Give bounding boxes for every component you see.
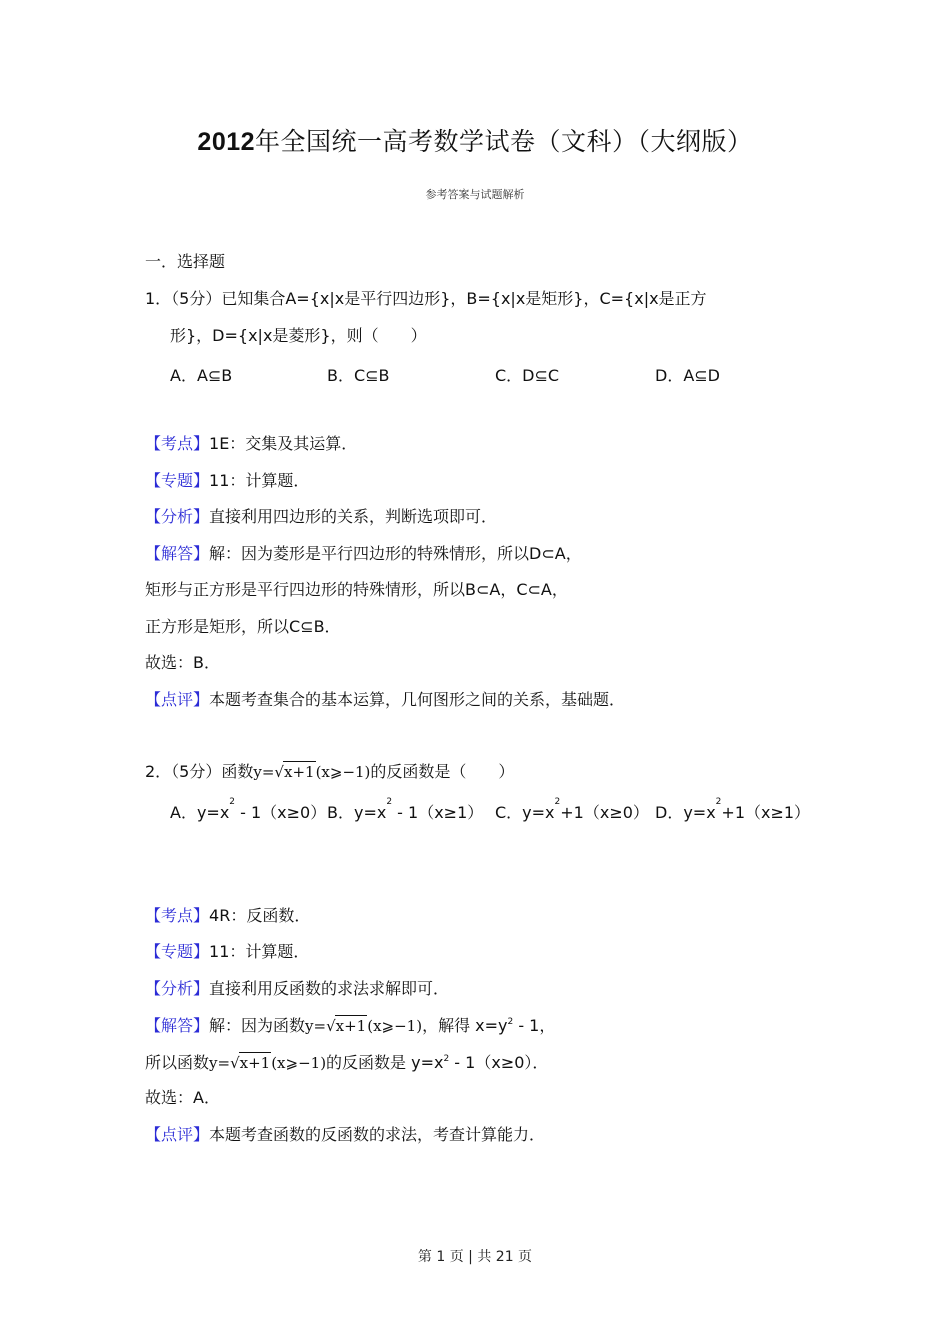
- q2-formula-inline-2: y=√x+1(x⩾−1): [209, 1054, 327, 1072]
- q1-option-c: C．D⊆C: [495, 366, 560, 385]
- q2-option-b: B．$y=x^2 - 1(x\ge 1)$: [327, 797, 484, 822]
- q2-kaodian: 【考点】4R：反函数．: [145, 906, 311, 925]
- q1-stem-line1: 1．（5分）已知集合A={x|x是平行四边形}，B={x|x是矩形}，C={x|x是正方: [145, 289, 707, 308]
- q1-choice: 故选：B．: [145, 653, 220, 672]
- q1-solution-line2: 矩形与正方形是平行四边形的特殊情形，所以B⊂A，C⊂A，: [145, 580, 568, 599]
- page-footer: 第 1 页 | 共 21 页: [417, 1249, 533, 1265]
- q2-dianping: 【点评】本题考查函数的反函数的求法，考查计算能力．: [145, 1125, 546, 1144]
- q1-option-b: B．C⊆B: [327, 366, 390, 385]
- q1-option-a: A．A⊆B: [170, 366, 233, 385]
- q1-stem-line2: 形}，D={x|x是菱形}，则（ ）: [170, 326, 427, 345]
- q1-zhuanti: 【专题】11：计算题．: [145, 471, 310, 490]
- q1-kaodian: 【考点】1E：交集及其运算．: [145, 434, 358, 453]
- q1-fenxi: 【分析】直接利用四边形的关系，判断选项即可．: [145, 507, 498, 526]
- q1-dianping: 【点评】本题考查集合的基本运算，几何图形之间的关系，基础题．: [145, 690, 626, 709]
- q1-jieda: 【解答】解：因为菱形是平行四边形的特殊情形，所以D⊂A，: [145, 544, 582, 563]
- q2-formula: y=√x+1(x⩾−1): [253, 763, 371, 781]
- q2-stem: 2．（5分）函数y=√x+1(x⩾−1)的反函数是（ ）: [145, 762, 515, 781]
- q1-option-d: D．A⊆D: [655, 366, 720, 385]
- q2-zhuanti: 【专题】11：计算题．: [145, 942, 310, 961]
- q2-option-c: C．$y=x^2+1(x\ge 0)$: [495, 797, 649, 822]
- q2-jieda: 【解答】解：因为函数y=√x+1(x⩾−1)，解得 $x=y^2 - 1$，: [145, 1016, 556, 1035]
- section-heading: 一．选择题: [145, 252, 226, 271]
- document-subtitle: 参考答案与试题解析: [425, 188, 525, 201]
- q1-solution-line3: 正方形是矩形，所以C⊆B．: [145, 617, 341, 636]
- q2-formula-inline: y=√x+1(x⩾−1): [305, 1017, 423, 1035]
- q2-option-d: D．$y=x^2+1(x\ge 1)$: [655, 797, 811, 822]
- document-title: 2012年全国统一高考数学试卷（文科）（大纲版）: [197, 127, 753, 156]
- q2-solution-line2: 所以函数y=√x+1(x⩾−1)的反函数是 $y=x^2 - 1(x\ge 0)$．: [145, 1053, 549, 1072]
- q2-choice: 故选：A．: [145, 1088, 220, 1107]
- q2-fenxi: 【分析】直接利用反函数的求法求解即可．: [145, 979, 450, 998]
- q2-option-a: A．$y=x^2 - 1(x\ge 0)$: [170, 797, 327, 822]
